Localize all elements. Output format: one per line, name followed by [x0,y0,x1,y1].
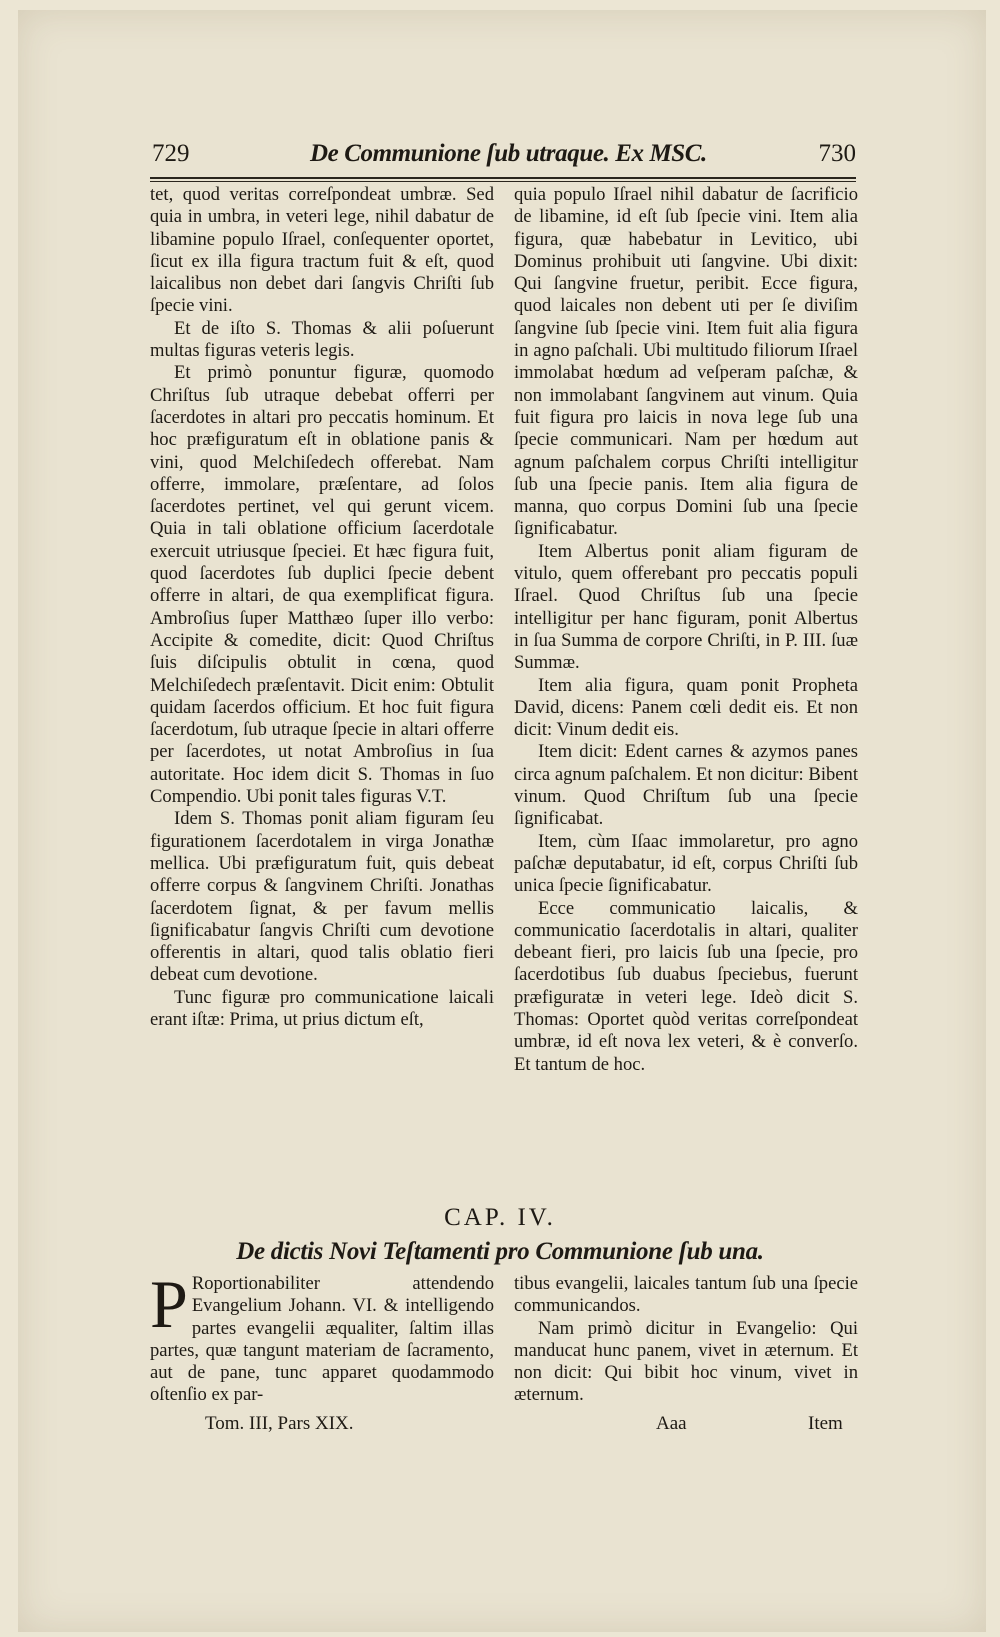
paragraph: Et de iſto S. Thomas & alii poſuerunt multas figuras veteris legis. [150,317,494,362]
chapter-left-column [150,1266,494,1407]
chapter-right-column [514,1273,858,1407]
chapter-subtitle: De dictis Novi Teſtamenti pro Communione ſub una. [236,1238,764,1265]
paragraph [150,1266,494,1407]
page-number-left: 729 [152,140,190,167]
drop-cap: P [150,1266,188,1342]
page-number-right: 730 [818,140,856,167]
running-title: De Communione ſub utraque. Ex MSC. [310,140,707,167]
header-rule [150,177,856,182]
paragraph: tet, quod veritas correſpondeat umbræ. Sed quia in umbra, in veteri lege, nihil dabatur de libamine populo Iſrael, conſequenter oportet, ſicut ex illa figura tractum fuit & eſt, quod laicalibus non debet dari ſangvis Chriſti ſub ſpecie vini. [150,184,494,317]
paragraph: Et primò ponuntur figuræ, quomodo Chriſtus ſub utraque debebat offerri per ſacerdotes in altari pro peccatis hominum. Et hoc præfiguratum eſt in oblatione panis & vini, quod Melchiſedech offerebat. Nam offerre, immolare, præſentare, ad ſolos ſacerdotes pertinet, vel qui gerunt vicem. Quia in tali oblatione officium ſacerdotale exercuit utriusque ſpeciei. Et hæc figura fuit, quod ſacerdotes ſub duplici ſpecie debent offerre in altari, de qua exemplificat figura. Ambroſius ſuper Matthæo ſuper illo verbo: Accipite & comedite, dicit: Quod Chriſtus ſuis diſcipulis obtulit in cœna, quod Melchiſedech præſentavit. Dicit enim: Obtulit quidam ſacerdos officium. Et hoc fuit figura ſacerdotum, ſub utraque ſpecie in altari offerre per ſacerdotes, ut notat Ambroſius in ſua autoritate. Hoc idem dicit S. Thomas in ſuo Compendio. Ubi ponit tales figuras V.T. [150,362,494,808]
catchword: Item [808,1413,843,1434]
paragraph: Tunc figuræ pro communicatione laicali erant iſtæ: Prima, ut prius dictum eſt, [150,986,494,1030]
paragraph: Item dicit: Edent carnes & azymos panes circa agnum paſchalem. Et non dicitur: Bibent vinum. Quod Chriſtum ſub una ſpecie ſignificabat. [514,741,858,830]
paragraph: Ecce communicatio laicalis, & communicatio ſacerdotalis in altari, qualiter debeant fieri, pro laicis ſub una ſpecie, pro ſacerdotibus ſub duabus ſpeciebus, fuerunt præfiguratæ in veteri lege. Ideò dicit S. Thomas: Oportet quòd veritas correſpondeat umbræ, id eſt nova lex veteri, & è converſo. Et tantum de hoc. [514,897,858,1075]
paragraph: tibus evangelii, laicales tantum ſub una ſpecie communicandos. [514,1273,858,1317]
chapter-heading: CAP. IV. [444,1204,556,1231]
paragraph: Nam primò dicitur in Evangelio: Qui manducat hunc panem, vivet in æternum. Et non dicit: Qui bibit hoc vinum, vivet in æternum. [514,1317,858,1406]
paragraph: Item, cùm Iſaac immolaretur, pro agno paſchæ deputabatur, id eſt, corpus Chriſti ſub unica ſpecie ſignificabatur. [514,830,858,897]
paragraph: Idem S. Thomas ponit aliam figuram ſeu figurationem ſacerdotalem in virga Jonathæ mellica. Ubi præfiguratum fuit, quis debeat offerre corpus & ſangvinem Chriſti. Jonathas ſacerdotem ſignat, & per favum mellis ſignificabatur ſangvis Chriſti cum devotione offerentis in altari, quod talis oblatio fieri debeat cum devotione. [150,808,494,986]
signature-mark: Aaa [656,1413,687,1434]
left-column [150,184,494,1031]
paragraph-text: Roportionabiliter attendendo Evangelium Johann. VI. & intelligendo partes evangelii æqualiter, ſaltim illas partes, quæ tangunt materiam de ſacramento, aut de pane, tunc apparet quodammodo oſtenſio ex par- [150,1273,494,1406]
paragraph: quia populo Iſrael nihil dabatur de ſacrificio de libamine, id eſt ſub ſpecie vini. Item alia figura, quæ habebatur in Levitico, ubi Dominus prohibuit uti ſangvine. Ubi dixit: Qui ſangvine fruetur, peribit. Ecce figura, quod laicales non debent uti per ſe diviſim ſangvine ſub ſpecie vini. Item fuit alia figura in agno paſchali. Ubi multitudo filiorum Iſrael immolabat hœdum ad veſperam paſchæ, & non immolabant ſangvinem aut vinum. Quia fuit figura pro laicis in nova lege ſub una ſpecie communicari. Nam per hœdum aut agnum paſchalem corpus Chriſti intelligitur ſub una ſpecie panis. Item alia figura de manna, quo corpus Domini ſub una ſpecie ſignificabatur. [514,184,858,540]
right-column [514,184,858,1076]
running-header [150,140,856,176]
paragraph: Item Albertus ponit aliam figuram de vitulo, quem offerebant pro peccatis populi Iſrael. Quod Chriſtus ſub una ſpecie intelligitur per hanc figuram, ponit Albertus in ſua Summa de corpore Chriſti, in P. III. ſuæ Summæ. [514,540,858,674]
volume-line: Tom. III, Pars XIX. [205,1413,354,1434]
paragraph: Item alia figura, quam ponit Propheta David, dicens: Panem cœli dedit eis. Et non dicit: Vinum dedit eis. [514,674,858,741]
